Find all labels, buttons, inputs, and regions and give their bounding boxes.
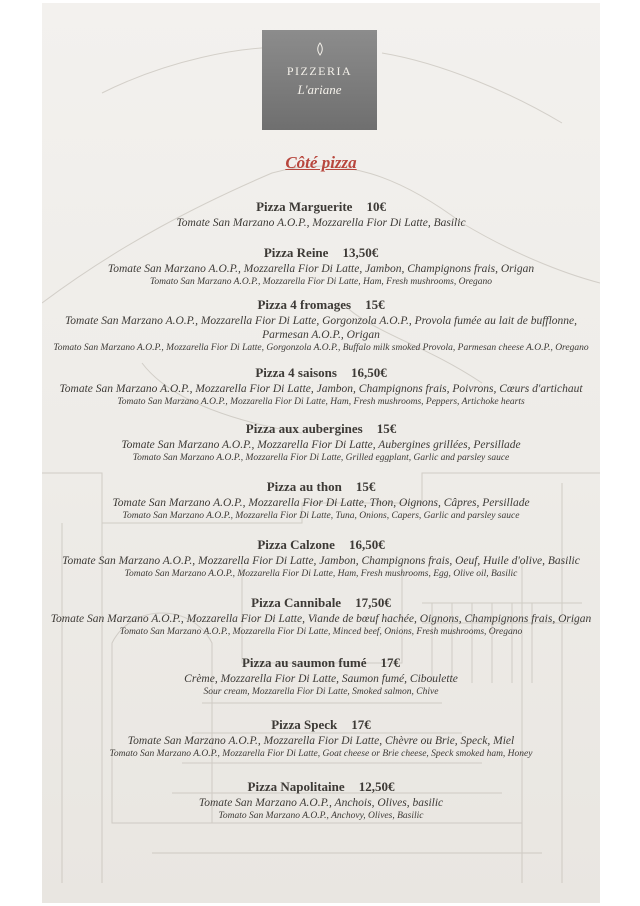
item-name: Pizza 4 fromages bbox=[257, 297, 352, 312]
item-description-fr: Tomate San Marzano A.O.P., Mozzarella Fior Di Latte, Basilic bbox=[176, 217, 466, 229]
item-name: Pizza Calzone bbox=[257, 537, 335, 552]
item-price: 16,50€ bbox=[348, 537, 385, 552]
item-description-fr: Tomate San Marzano A.O.P., Mozzarella Fior Di Latte, Jambon, Champignons frais, Origan bbox=[107, 263, 535, 275]
item-name: Pizza au thon bbox=[266, 479, 342, 494]
item-description-fr: Tomate San Marzano A.O.P., Mozzarella Fior Di Latte, Jambon, Champignons frais, Poivrons, Cœurs d'artichaut bbox=[59, 383, 583, 395]
item-price: 17€ bbox=[351, 717, 371, 732]
item-price: 15€ bbox=[355, 479, 376, 494]
item-description-en: Tomato San Marzano A.O.P., Mozzarella Fior Di Latte, Minced beef, Onions, Fresh mushrooms, Oregano bbox=[119, 627, 523, 637]
item-price: 16,50€ bbox=[350, 365, 387, 380]
item-name: Pizza Cannibale bbox=[251, 595, 342, 610]
menu-sheet bbox=[42, 3, 600, 903]
item-description-fr: Tomate San Marzano A.O.P., Anchois, Olives, basilic bbox=[198, 797, 444, 809]
menu-item bbox=[42, 297, 600, 353]
item-description-fr-line2: Parmesan A.O.P., Origan bbox=[262, 329, 380, 341]
item-name: Pizza au saumon fumé bbox=[241, 655, 367, 670]
item-description-en: Tomato San Marzano A.O.P., Mozzarella Fior Di Latte, Grilled eggplant, Garlic and parsley sauce bbox=[132, 453, 510, 463]
item-description-en: Tomato San Marzano A.O.P., Mozzarella Fior Di Latte, Ham, Fresh mushrooms, Oregano bbox=[149, 277, 493, 287]
item-description-fr: Tomate San Marzano A.O.P., Mozzarella Fior Di Latte, Aubergines grillées, Persillade bbox=[121, 439, 521, 451]
item-name: Pizza Speck bbox=[271, 717, 338, 732]
leaf-icon bbox=[316, 42, 324, 56]
menu-item bbox=[42, 199, 600, 229]
item-price: 17€ bbox=[380, 655, 401, 670]
item-price: 15€ bbox=[365, 297, 385, 312]
item-description-en: Tomato San Marzano A.O.P., Anchovy, Olives, Basilic bbox=[218, 811, 424, 821]
item-price: 10€ bbox=[366, 199, 386, 214]
section-title: Côté pizza bbox=[285, 153, 357, 172]
item-description-en: Tomato San Marzano A.O.P., Mozzarella Fior Di Latte, Gorgonzola A.O.P., Buffalo milk smoked Provola, Parmesan cheese A.O.P., Oregano bbox=[53, 343, 589, 353]
item-description-fr: Tomate San Marzano A.O.P., Mozzarella Fior Di Latte, Chèvre ou Brie, Speck, Miel bbox=[127, 735, 515, 747]
item-description-en: Tomato San Marzano A.O.P., Mozzarella Fior Di Latte, Ham, Fresh mushrooms, Peppers, Artichoke hearts bbox=[117, 397, 525, 407]
item-description-en: Tomato San Marzano A.O.P., Mozzarella Fior Di Latte, Goat cheese or Brie cheese, Speck smoked ham, Honey bbox=[109, 749, 533, 759]
item-name: Pizza Marguerite bbox=[256, 199, 353, 214]
item-description-fr: Tomate San Marzano A.O.P., Mozzarella Fior Di Latte, Jambon, Champignons frais, Oeuf, Huile d'olive, Basilic bbox=[62, 555, 580, 567]
logo-text-line2: L'ariane bbox=[297, 82, 342, 97]
item-price: 17,50€ bbox=[355, 595, 391, 610]
item-name: Pizza Reine bbox=[263, 245, 329, 260]
menu-item bbox=[42, 779, 600, 821]
item-price: 13,50€ bbox=[342, 245, 379, 260]
menu-item bbox=[42, 421, 600, 463]
item-price: 15€ bbox=[376, 421, 397, 436]
pizzeria-logo bbox=[262, 30, 377, 130]
item-description-en: Tomato San Marzano A.O.P., Mozzarella Fior Di Latte, Tuna, Onions, Capers, Garlic and parsley sauce bbox=[122, 511, 520, 521]
item-description-fr: Tomate San Marzano A.O.P., Mozzarella Fior Di Latte, Viande de bœuf hachée, Oignons, Champignons frais, Origan bbox=[50, 613, 592, 625]
item-description-fr: Crème, Mozzarella Fior Di Latte, Saumon fumé, Ciboulette bbox=[184, 673, 458, 685]
menu-item bbox=[42, 479, 600, 521]
item-description-fr: Tomate San Marzano A.O.P., Mozzarella Fior Di Latte, Gorgonzola A.O.P., Provola fumée au lait de bufflonne, bbox=[64, 315, 578, 327]
menu-item bbox=[42, 537, 600, 579]
menu-item bbox=[42, 595, 600, 637]
item-description-en: Tomato San Marzano A.O.P., Mozzarella Fior Di Latte, Ham, Fresh mushrooms, Egg, Olive oil, Basilic bbox=[124, 569, 518, 579]
item-description-fr: Tomate San Marzano A.O.P., Mozzarella Fior Di Latte, Thon, Oignons, Câpres, Persillade bbox=[112, 497, 530, 509]
item-name: Pizza Napolitaine bbox=[247, 779, 345, 794]
menu-item bbox=[42, 717, 600, 759]
menu-item bbox=[42, 365, 600, 407]
menu-item bbox=[42, 655, 600, 697]
item-price: 12,50€ bbox=[358, 779, 395, 794]
logo-text-line1: PIZZERIA bbox=[286, 64, 353, 78]
menu-item bbox=[42, 245, 600, 287]
item-name: Pizza aux aubergines bbox=[245, 421, 363, 436]
item-name: Pizza 4 saisons bbox=[255, 365, 337, 380]
item-description-en: Sour cream, Mozzarella Fior Di Latte, Smoked salmon, Chive bbox=[203, 687, 439, 697]
